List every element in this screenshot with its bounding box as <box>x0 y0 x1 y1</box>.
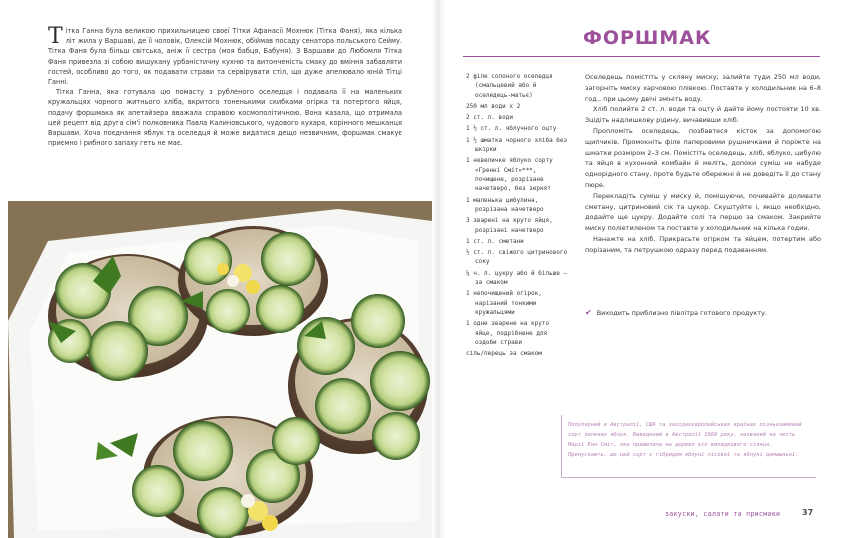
ingredient-item: сіль/перець за смаком <box>466 350 542 358</box>
drop-cap: Т <box>48 24 63 49</box>
yield-text: Виходить приблизно півлітра готового продукту. <box>596 309 767 317</box>
method-step: Оселедець помістіть у скляну миску; залийте туди 250 мл води, загорніть миску харчовою плівкою. Поставте у холодильник на 6–8 год., при цьому двічі змініть воду. <box>585 73 821 103</box>
running-footer: закуски, салати та присмаки <box>665 510 781 518</box>
ingredient-item: 1 маленька цибулина, розрізана начетверо <box>466 196 544 214</box>
ingredient-item: 3 зварені на круто яйця, розрізані начетверо <box>466 217 553 234</box>
ingredient-item: 1 непочищений огірок, нарізаний тонкими кружальцями <box>466 290 542 317</box>
method-step: Пропломіть оселедець, позбавтеся кісток за допомогою щипчиків. Промокніть філе паперовими рушничками й поріжте на шматки розміром 2–3 см. Помістіть оселедець, хліб, яблуко, цибулю та яйця в кухонний комбайн й меліть, допоки суміш не набуде однорідного стану, проте будьте обережні й не доведіть її до стану пюре. <box>585 126 821 189</box>
sandwich-2 <box>178 226 328 336</box>
dish-photo <box>8 201 432 538</box>
yield-line <box>585 308 821 318</box>
method-step: Нанажте на хліб. Прикрасьте огірком та яйцем, потертим або порізаним, та петрушкою одразу перед подаванням. <box>585 234 821 254</box>
method-step: Хліб полийте 2 ст. л. води та оцту й дайте йому постояти 10 хв. Зцідіть надлишкову рідину, вичавивши хліб. <box>585 105 821 125</box>
ingredient-item: 1 ст. л. сметани <box>466 237 524 245</box>
ingredient-item: 1 невеличке яблуко сорту «Гренні Сміт»***, почищене, розрізане начетверо, без зернят <box>466 157 553 193</box>
ingredient-item: 1 ½ ст. л. яблучного оцту <box>466 125 557 133</box>
intro-text <box>48 26 402 148</box>
ingredient-item: 2 ст. л. води <box>466 114 513 122</box>
ingredient-item: 250 мл води x 2 <box>466 103 521 111</box>
checkmark-icon: ✔ <box>585 308 592 317</box>
ingredient-item: ¼ ч. л. цукру або й більше – за смаком <box>466 269 568 287</box>
intro-paragraph-2: Тітка Ганна, яка готувала цю помасту з рубленого оселедця і подавала її на маленьких кружальцях чорного житнього хліба, вкритого тоненькими скибками огірка та потертого яйця, подачу форшмака як апетайзера вважала справою космополітичною. Вона казала, що отримала цей рецепт від друга сім'ї полковника Павла Калиновського, чудового кухаря, корінного мешканця Варшави. Хоча поєднання яблук та оселедця й може видатися дещо незвичним, форшмак смакує приємно і рибного запаху геть не має. <box>48 88 402 148</box>
book-gutter <box>432 0 446 538</box>
intro-paragraph-1: Тітка Ганна була великою прихильницею своєї Тітки Афанасії Мохнюк (Тітка Фаня), яка кілька літ жила у Варшаві, де її чоловік, Олексій Мохнюк, обіймав посаду сенатора польського Сейму. Тітка Фаня була більш світська, аніж її сестра (моя бабця, Бабуня). З Варшави до Любомля Тітка Фаня привезла зі собою вишукану урбаністичну кухню та витонченість смаку до вміння забавляти гостей, особливо до того, як подавати страви та сервірувати стіл, що дуже апелювало юній Тітці Ганні. <box>48 24 402 87</box>
page-number: 37 <box>802 508 814 517</box>
method-text <box>585 72 821 256</box>
forshmak-photo-illustration <box>8 201 432 538</box>
method-step: Перекладіть суміш у миску й, помішуючи, почивайте доливати сметану, цитриновий сік та цукор. Скуштуйте і, якщо необхідно, додайте ще цукру. Додайте солі та перцю за смаком. Закрийте миску поліетиленом та поставте у холодильник на кілька годин. <box>585 191 821 233</box>
ingredient-item: 1 ½ шматка чорного хліба без шкірки <box>466 136 568 154</box>
footnote-text: Популярний в Австралії, США та західноєвропейських країнах пізньозимовий сорт зелених яблук. Виведений в Австралії 1868 року, названий на честь Марії Енн Сміт, яка пришепила на дерево кіл випадкового сіянця. Припускають, що цей сорт є гібридом яблуні лісової та яблуні домашньої. <box>568 422 802 458</box>
ingredients-list <box>466 72 570 361</box>
title-divider <box>463 56 820 57</box>
ingredient-item: 1 одне зварене на круто яйце, подрібнене для оздоби страви <box>466 320 550 347</box>
ingredient-item: ½ ст. л. свіжого цитринового соку <box>466 249 568 266</box>
ingredient-item: 2 філе солоного оселедця (смальцевий або й оселедець-матьє) <box>466 73 553 99</box>
recipe-title: ФОРШМАК <box>583 27 712 49</box>
